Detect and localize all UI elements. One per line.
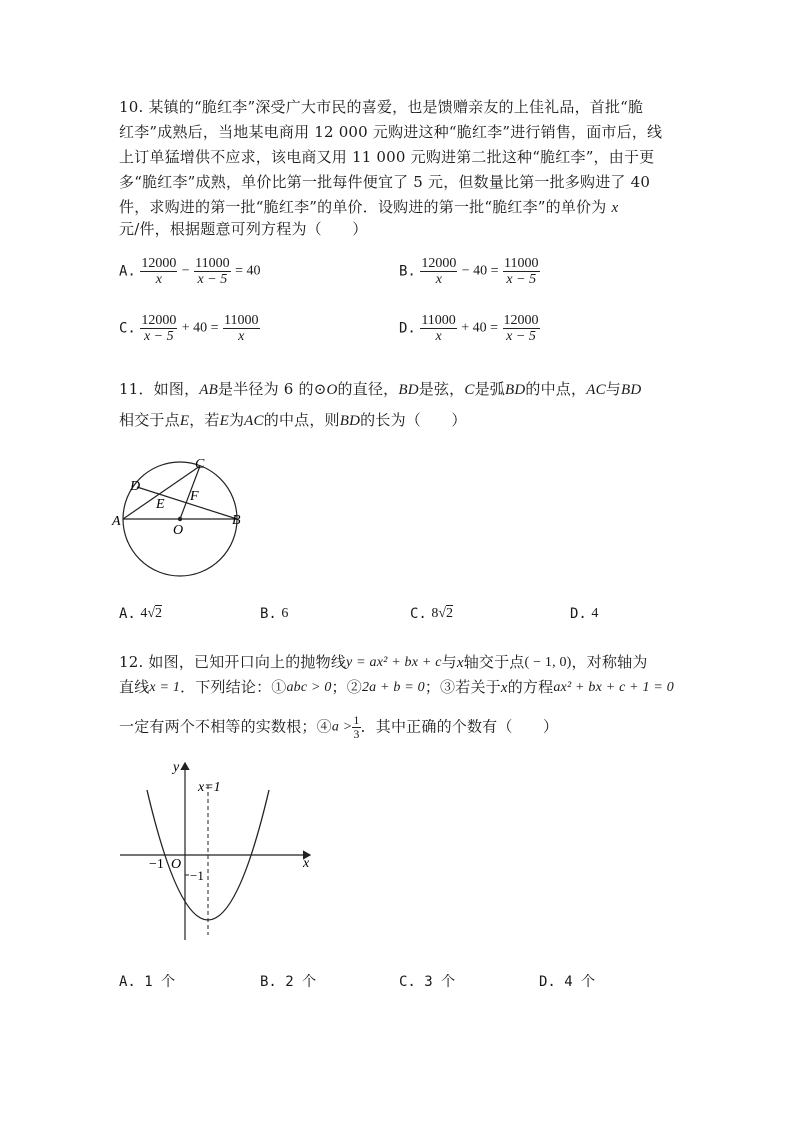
q10-option-a[interactable]: A. $\frac{12000}{x}$ − $\frac{11000}{x - 5}$ = 40 [119, 256, 261, 287]
q10-option-b[interactable]: B. $\frac{12000}{x}$ − 40 = $\frac{11000}{x - 5}$ [399, 256, 539, 287]
q10-option-c[interactable]: C. $\frac{12000}{x - 5}$ + 40 = $\frac{11000}{x}$ [119, 313, 259, 344]
label-d: D [130, 479, 141, 494]
option-label: D. [399, 320, 416, 337]
q10-option-d[interactable]: D. $\frac{11000}{x}$ + 40 = $\frac{12000}{x - 5}$ [399, 313, 539, 344]
q10-line-1: 10. 某镇的“脆红李”深受广大市民的喜爱，也是馈赠亲友的上佳礼品，首批“脆 [119, 98, 644, 116]
option-label: A. [119, 263, 136, 280]
label-c: C [195, 457, 205, 472]
option-label: B. [399, 263, 416, 280]
option-label: C. [410, 606, 427, 622]
option-label: C. [119, 320, 136, 337]
q10-line-3: 上订单猛增供不应求，该电商又用 11 000 元购进第二批这种“脆红李”，由于更 [119, 148, 655, 166]
q12-option-d[interactable]: D. 4 个 [539, 974, 596, 990]
label-o: O [173, 523, 184, 538]
q11-line-2: 相交于点E，若E为AC的中点，则BD的长为（ ） [119, 411, 467, 429]
center-point [178, 517, 182, 521]
q12-line-1: 12. 如图，已知开口向上的抛物线y = ax² + bx + c与x轴交于点( − 1, 0)，对称轴为 [119, 653, 648, 671]
q11-line-1: 11．如图，AB是半径为 6 的⊙O的直径，BD是弦，C是弧BD的中点，AC与BD [119, 380, 642, 398]
option-label: A. [119, 606, 136, 622]
parabola-graph [115, 755, 320, 950]
option-label: B. [260, 606, 277, 622]
label-a: A [112, 514, 121, 529]
label-axis: x=1 [198, 780, 221, 795]
q12-line-2: 直线x = 1．下列结论：①abc > 0；②2a + b = 0；③若关于x的方程ax² + bx + c + 1 = 0 [119, 678, 674, 696]
q12-option-a[interactable]: A. 1 个 [119, 974, 176, 990]
label-f: F [190, 489, 199, 504]
label-origin: O [171, 857, 182, 872]
option-label: D. [570, 606, 587, 622]
sqrt-icon: √ [147, 606, 155, 621]
q10-line-2: 红李”成熟后，当地某电商用 12 000 元购进这种“脆红李”进行销售，面市后，线 [119, 123, 663, 141]
chord-bd [137, 487, 237, 519]
q10-line-4: 多“脆红李”成熟，单价比第一批每件便宜了 5 元，但数量比第一批多购进了 40 [119, 173, 651, 191]
q11-option-c[interactable]: C. 8√2 [410, 606, 453, 622]
circle-figure [110, 450, 260, 590]
label-neg1-y: −1 [190, 868, 204, 883]
label-b: B [232, 513, 241, 528]
label-x: x [303, 856, 310, 871]
q11-option-d[interactable]: D. 4 [570, 606, 599, 622]
q10-line-5: 件，求购进的第一批“脆红李”的单价．设购进的第一批“脆红李”的单价为 x [119, 198, 619, 216]
q11-option-b[interactable]: B. 6 [260, 606, 289, 622]
q12-line-3: 一定有两个不相等的实数根；④a > $\frac{1}{3}$ ．其中正确的个数有（ ） [119, 713, 559, 741]
label-e: E [156, 497, 165, 512]
q11-option-a[interactable]: A. 4√2 [119, 606, 162, 622]
label-neg1-x: −1 [149, 857, 164, 872]
sqrt-icon: √ [438, 606, 446, 621]
q10-line-6: 元/件，根据题意可列方程为（ ） [119, 220, 368, 238]
label-y: y [173, 760, 180, 775]
q12-option-c[interactable]: C. 3 个 [399, 974, 456, 990]
q12-option-b[interactable]: B. 2 个 [260, 974, 317, 990]
